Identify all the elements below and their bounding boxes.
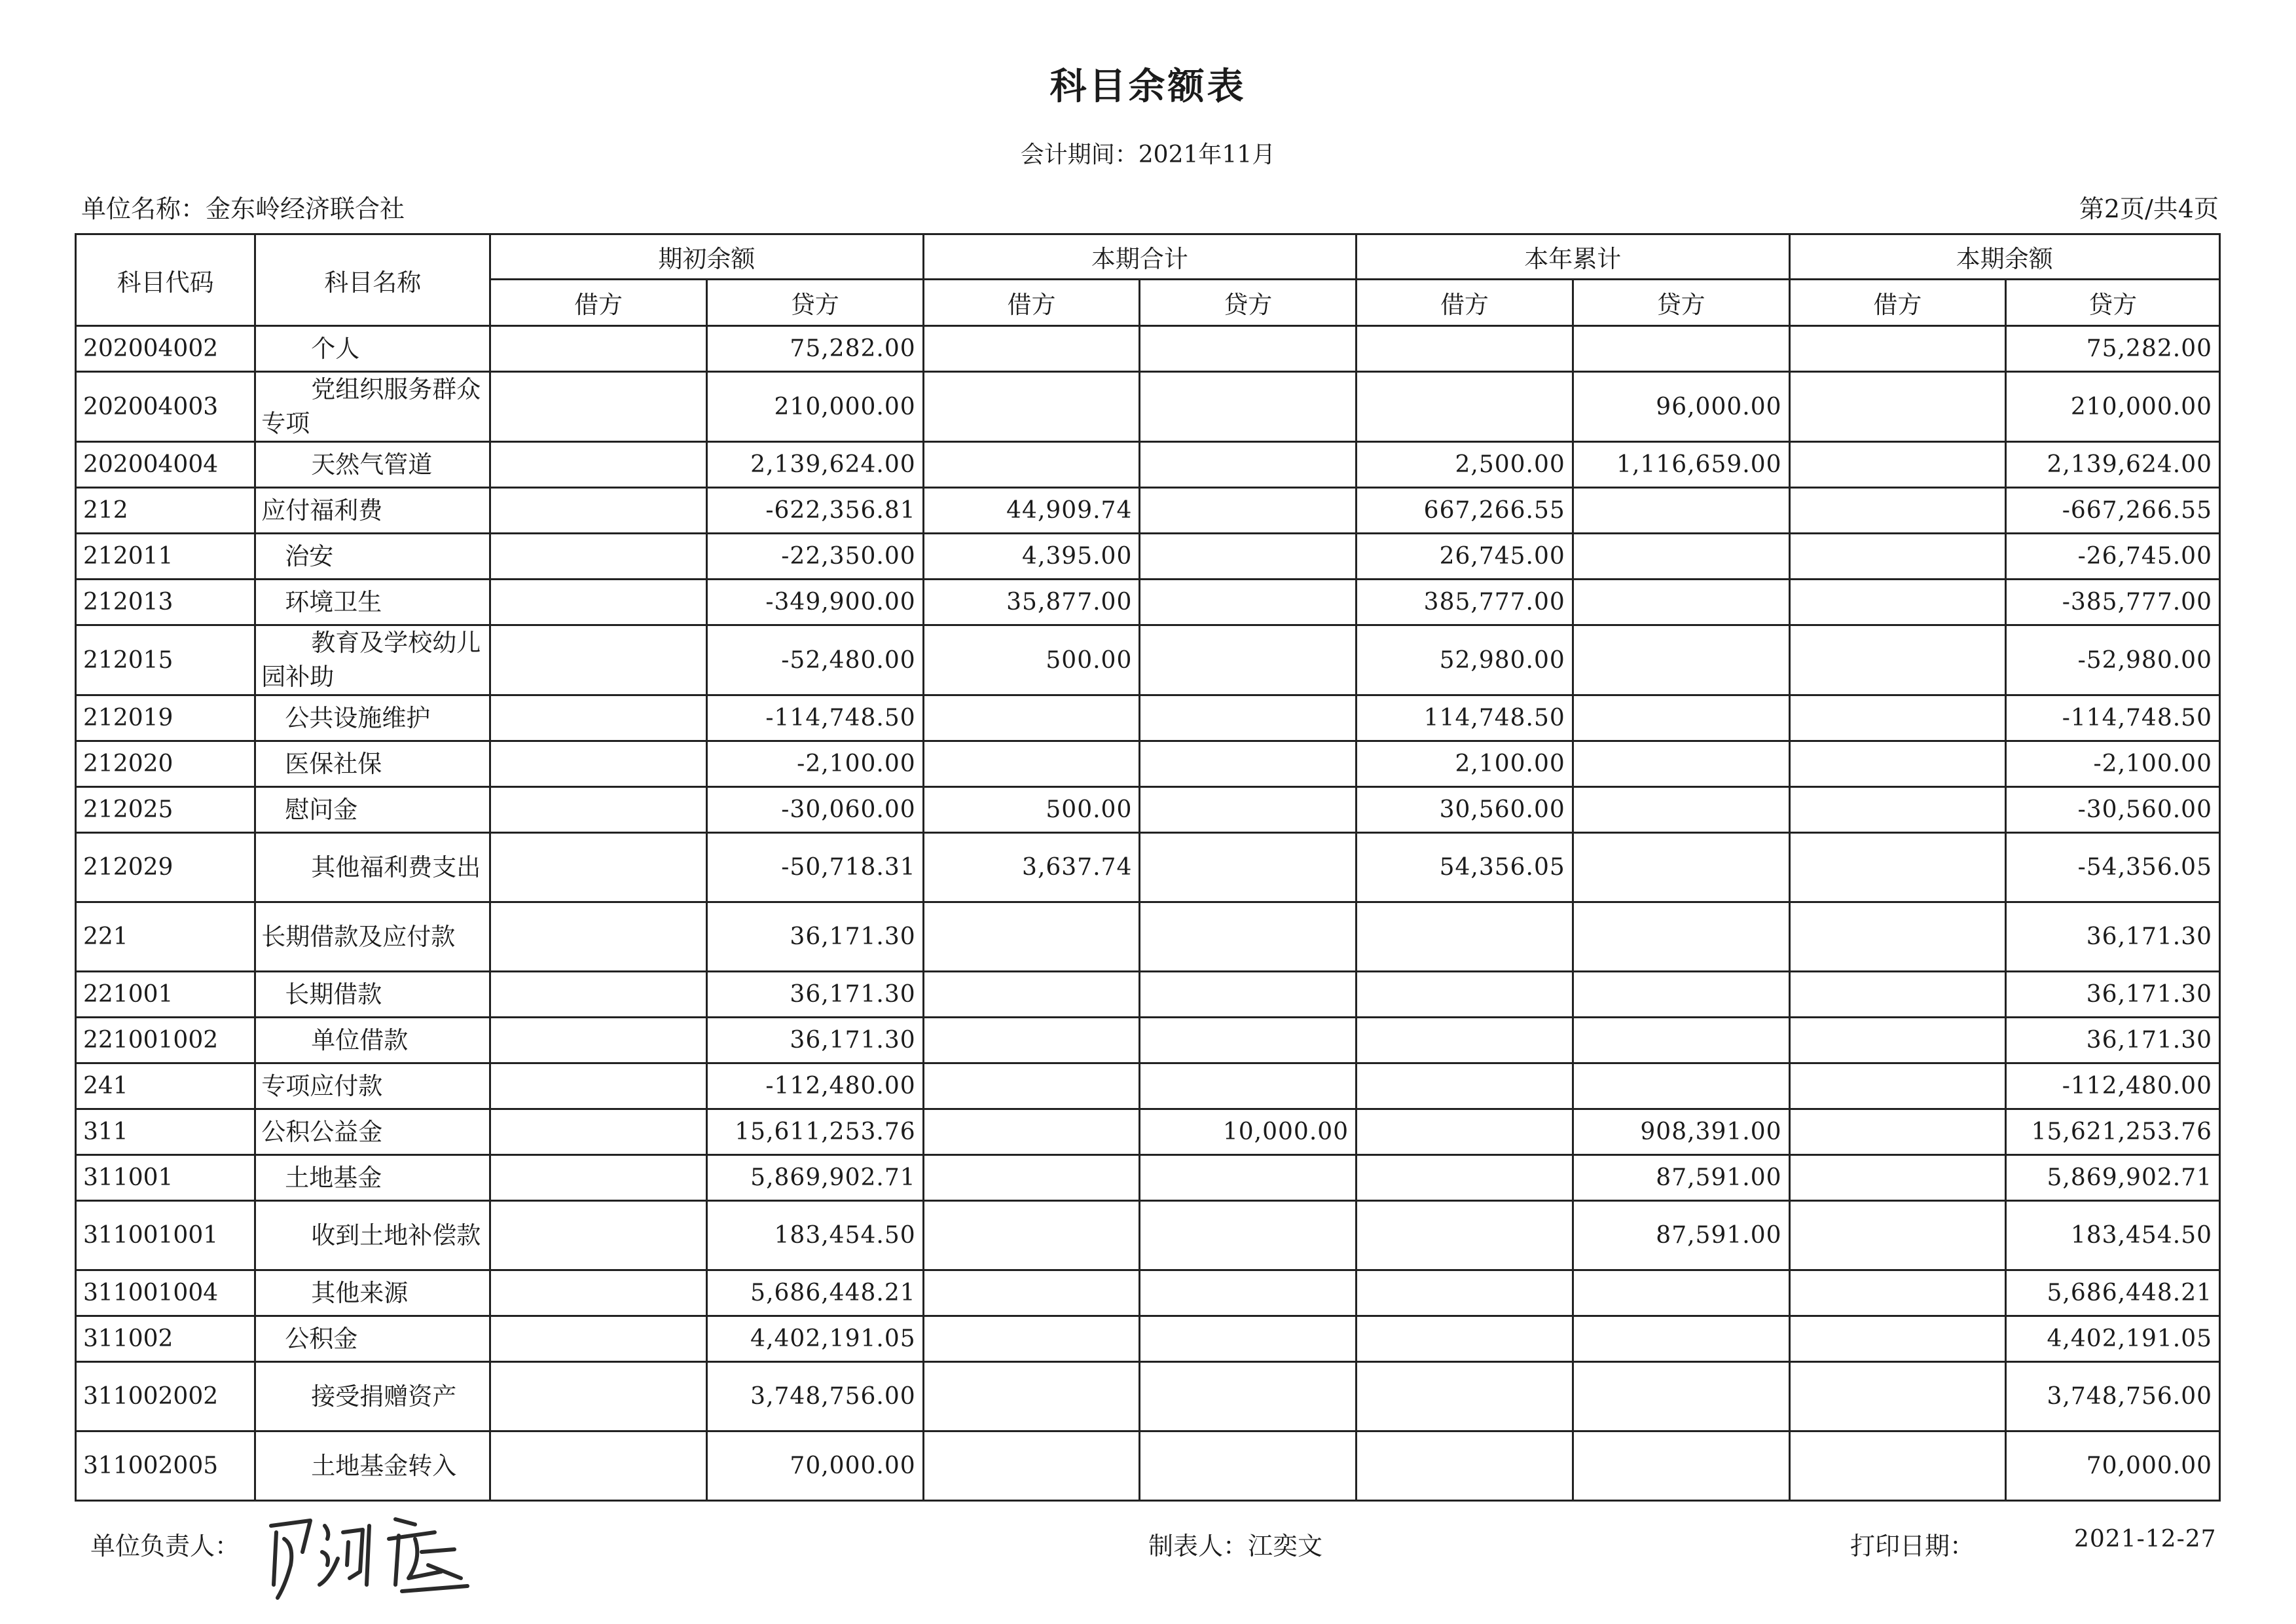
closing-credit: 183,454.50 bbox=[2006, 1201, 2220, 1270]
header-debit: 借方 bbox=[1789, 280, 2006, 326]
table-row bbox=[76, 1063, 2220, 1109]
ytd-credit: 96,000.00 bbox=[1573, 372, 1789, 442]
ytd-credit bbox=[1573, 972, 1789, 1018]
handwritten-signature bbox=[264, 1506, 481, 1604]
account-name: 其他福利费支出 bbox=[255, 833, 490, 902]
current-credit bbox=[1140, 741, 1357, 787]
table-row bbox=[76, 695, 2220, 741]
closing-debit bbox=[1789, 1018, 2006, 1063]
current-debit: 3,637.74 bbox=[923, 833, 1140, 902]
account-code: 212025 bbox=[76, 787, 255, 833]
opening-debit bbox=[490, 625, 707, 695]
table-row bbox=[76, 1270, 2220, 1316]
closing-credit: 75,282.00 bbox=[2006, 326, 2220, 372]
current-credit bbox=[1140, 902, 1357, 972]
account-code: 202004002 bbox=[76, 326, 255, 372]
opening-debit bbox=[490, 695, 707, 741]
opening-debit bbox=[490, 1362, 707, 1431]
ytd-credit bbox=[1573, 741, 1789, 787]
opening-credit: 36,171.30 bbox=[706, 1018, 923, 1063]
account-code: 212011 bbox=[76, 534, 255, 580]
closing-credit: 5,869,902.71 bbox=[2006, 1155, 2220, 1201]
table-row bbox=[76, 326, 2220, 372]
opening-credit: -622,356.81 bbox=[706, 488, 923, 534]
opening-credit: 75,282.00 bbox=[706, 326, 923, 372]
closing-debit bbox=[1789, 972, 2006, 1018]
account-name: 个人 bbox=[255, 326, 490, 372]
current-debit bbox=[923, 1155, 1140, 1201]
closing-credit: 4,402,191.05 bbox=[2006, 1316, 2220, 1362]
ytd-credit bbox=[1573, 1270, 1789, 1316]
current-debit: 500.00 bbox=[923, 625, 1140, 695]
table-row bbox=[76, 1109, 2220, 1155]
opening-credit: 70,000.00 bbox=[706, 1431, 923, 1501]
header-credit: 贷方 bbox=[1573, 280, 1789, 326]
opening-credit: -349,900.00 bbox=[706, 580, 923, 625]
current-credit bbox=[1140, 1316, 1357, 1362]
current-credit bbox=[1140, 1201, 1357, 1270]
account-code: 212 bbox=[76, 488, 255, 534]
opening-debit bbox=[490, 1155, 707, 1201]
ytd-debit bbox=[1357, 902, 1573, 972]
ytd-credit bbox=[1573, 1431, 1789, 1501]
account-name: 收到土地补偿款 bbox=[255, 1201, 490, 1270]
account-name: 应付福利费 bbox=[255, 488, 490, 534]
ytd-debit bbox=[1357, 1201, 1573, 1270]
table-row bbox=[76, 1155, 2220, 1201]
opening-credit: -50,718.31 bbox=[706, 833, 923, 902]
account-name: 医保社保 bbox=[255, 741, 490, 787]
account-name: 长期借款 bbox=[255, 972, 490, 1018]
opening-debit bbox=[490, 972, 707, 1018]
opening-credit: -2,100.00 bbox=[706, 741, 923, 787]
closing-debit bbox=[1789, 1063, 2006, 1109]
current-credit bbox=[1140, 1155, 1357, 1201]
ytd-debit: 52,980.00 bbox=[1357, 625, 1573, 695]
closing-debit bbox=[1789, 488, 2006, 534]
account-code: 212029 bbox=[76, 833, 255, 902]
opening-debit bbox=[490, 1316, 707, 1362]
ytd-debit bbox=[1357, 1270, 1573, 1316]
ytd-debit bbox=[1357, 1362, 1573, 1431]
closing-debit bbox=[1789, 833, 2006, 902]
current-credit bbox=[1140, 787, 1357, 833]
print-date: 2021-12-27 bbox=[2074, 1526, 2217, 1553]
current-debit bbox=[923, 1018, 1140, 1063]
ytd-debit: 2,100.00 bbox=[1357, 741, 1573, 787]
balance-table bbox=[75, 233, 2221, 1502]
table-row bbox=[76, 1431, 2220, 1501]
closing-debit bbox=[1789, 741, 2006, 787]
opening-credit: 3,748,756.00 bbox=[706, 1362, 923, 1431]
responsible-person-label: 单位负责人： bbox=[90, 1532, 240, 1560]
account-code: 241 bbox=[76, 1063, 255, 1109]
opening-debit bbox=[490, 534, 707, 580]
ytd-debit bbox=[1357, 1063, 1573, 1109]
opening-credit: -114,748.50 bbox=[706, 695, 923, 741]
closing-debit bbox=[1789, 1155, 2006, 1201]
closing-credit: 36,171.30 bbox=[2006, 1018, 2220, 1063]
closing-debit bbox=[1789, 1270, 2006, 1316]
ytd-credit bbox=[1573, 326, 1789, 372]
ytd-credit: 87,591.00 bbox=[1573, 1201, 1789, 1270]
account-code: 311002002 bbox=[76, 1362, 255, 1431]
ytd-credit bbox=[1573, 902, 1789, 972]
opening-debit bbox=[490, 787, 707, 833]
ytd-debit bbox=[1357, 1109, 1573, 1155]
ytd-credit bbox=[1573, 580, 1789, 625]
ytd-debit: 114,748.50 bbox=[1357, 695, 1573, 741]
table-row bbox=[76, 372, 2220, 442]
accounting-period: 会计期间：2021年11月 bbox=[1020, 141, 1276, 168]
current-credit bbox=[1140, 833, 1357, 902]
closing-debit bbox=[1789, 1109, 2006, 1155]
closing-credit: 3,748,756.00 bbox=[2006, 1362, 2220, 1431]
ytd-credit bbox=[1573, 534, 1789, 580]
header-ytd: 本年累计 bbox=[1357, 234, 1789, 280]
account-code: 311001 bbox=[76, 1155, 255, 1201]
ytd-debit: 26,745.00 bbox=[1357, 534, 1573, 580]
account-code: 311001004 bbox=[76, 1270, 255, 1316]
opening-debit bbox=[490, 372, 707, 442]
table-row bbox=[76, 902, 2220, 972]
current-credit bbox=[1140, 372, 1357, 442]
table-row bbox=[76, 580, 2220, 625]
closing-credit: 15,621,253.76 bbox=[2006, 1109, 2220, 1155]
current-credit bbox=[1140, 442, 1357, 488]
ytd-debit bbox=[1357, 1431, 1573, 1501]
current-credit bbox=[1140, 625, 1357, 695]
current-debit bbox=[923, 1316, 1140, 1362]
closing-credit: -385,777.00 bbox=[2006, 580, 2220, 625]
closing-credit: 36,171.30 bbox=[2006, 972, 2220, 1018]
account-code: 212015 bbox=[76, 625, 255, 695]
current-debit bbox=[923, 1201, 1140, 1270]
current-credit bbox=[1140, 1063, 1357, 1109]
current-debit: 500.00 bbox=[923, 787, 1140, 833]
current-debit: 4,395.00 bbox=[923, 534, 1140, 580]
closing-debit bbox=[1789, 1201, 2006, 1270]
current-credit bbox=[1140, 534, 1357, 580]
ytd-credit bbox=[1573, 488, 1789, 534]
current-debit: 44,909.74 bbox=[923, 488, 1140, 534]
ytd-credit: 908,391.00 bbox=[1573, 1109, 1789, 1155]
header-credit: 贷方 bbox=[706, 280, 923, 326]
account-name: 慰问金 bbox=[255, 787, 490, 833]
account-code: 311002 bbox=[76, 1316, 255, 1362]
current-debit bbox=[923, 372, 1140, 442]
ytd-debit bbox=[1357, 1018, 1573, 1063]
account-name: 治安 bbox=[255, 534, 490, 580]
opening-credit: -112,480.00 bbox=[706, 1063, 923, 1109]
ytd-credit: 87,591.00 bbox=[1573, 1155, 1789, 1201]
account-name: 教育及学校幼儿园补助 bbox=[255, 625, 490, 695]
account-name: 接受捐赠资产 bbox=[255, 1362, 490, 1431]
closing-credit: -114,748.50 bbox=[2006, 695, 2220, 741]
current-debit bbox=[923, 972, 1140, 1018]
header-debit: 借方 bbox=[923, 280, 1140, 326]
account-name: 党组织服务群众专项 bbox=[255, 372, 490, 442]
closing-debit bbox=[1789, 534, 2006, 580]
opening-debit bbox=[490, 1063, 707, 1109]
opening-credit: -52,480.00 bbox=[706, 625, 923, 695]
current-credit bbox=[1140, 1362, 1357, 1431]
opening-credit: 15,611,253.76 bbox=[706, 1109, 923, 1155]
table-row bbox=[76, 625, 2220, 695]
ytd-credit bbox=[1573, 695, 1789, 741]
table-row bbox=[76, 1201, 2220, 1270]
account-code: 212013 bbox=[76, 580, 255, 625]
closing-credit: -112,480.00 bbox=[2006, 1063, 2220, 1109]
current-debit bbox=[923, 442, 1140, 488]
table-row bbox=[76, 442, 2220, 488]
current-credit bbox=[1140, 972, 1357, 1018]
ytd-credit bbox=[1573, 1316, 1789, 1362]
ytd-debit: 667,266.55 bbox=[1357, 488, 1573, 534]
opening-credit: 36,171.30 bbox=[706, 972, 923, 1018]
current-credit bbox=[1140, 488, 1357, 534]
current-debit bbox=[923, 1109, 1140, 1155]
ytd-credit bbox=[1573, 1063, 1789, 1109]
closing-credit: -667,266.55 bbox=[2006, 488, 2220, 534]
closing-debit bbox=[1789, 787, 2006, 833]
closing-debit bbox=[1789, 902, 2006, 972]
account-name: 公积金 bbox=[255, 1316, 490, 1362]
closing-debit bbox=[1789, 372, 2006, 442]
account-name: 单位借款 bbox=[255, 1018, 490, 1063]
account-name: 天然气管道 bbox=[255, 442, 490, 488]
opening-debit bbox=[490, 488, 707, 534]
closing-credit: 210,000.00 bbox=[2006, 372, 2220, 442]
ytd-debit bbox=[1357, 1316, 1573, 1362]
account-code: 221001002 bbox=[76, 1018, 255, 1063]
opening-credit: 183,454.50 bbox=[706, 1201, 923, 1270]
current-debit: 35,877.00 bbox=[923, 580, 1140, 625]
header-credit: 贷方 bbox=[1140, 280, 1357, 326]
opening-debit bbox=[490, 833, 707, 902]
closing-debit bbox=[1789, 625, 2006, 695]
current-credit bbox=[1140, 580, 1357, 625]
table-row bbox=[76, 833, 2220, 902]
header-debit: 借方 bbox=[490, 280, 707, 326]
account-name: 公积公益金 bbox=[255, 1109, 490, 1155]
current-debit bbox=[923, 695, 1140, 741]
closing-debit bbox=[1789, 1316, 2006, 1362]
table-row bbox=[76, 534, 2220, 580]
current-debit bbox=[923, 902, 1140, 972]
preparer: 制表人：江奕文 bbox=[1148, 1532, 1323, 1560]
ytd-debit: 385,777.00 bbox=[1357, 580, 1573, 625]
table-row bbox=[76, 1316, 2220, 1362]
ytd-credit bbox=[1573, 833, 1789, 902]
header-name: 科目名称 bbox=[255, 234, 490, 326]
ytd-debit bbox=[1357, 326, 1573, 372]
current-credit: 10,000.00 bbox=[1140, 1109, 1357, 1155]
closing-credit: 2,139,624.00 bbox=[2006, 442, 2220, 488]
account-name: 专项应付款 bbox=[255, 1063, 490, 1109]
account-name: 土地基金转入 bbox=[255, 1431, 490, 1501]
current-debit bbox=[923, 1063, 1140, 1109]
current-debit bbox=[923, 741, 1140, 787]
opening-credit: -22,350.00 bbox=[706, 534, 923, 580]
closing-credit: 36,171.30 bbox=[2006, 902, 2220, 972]
closing-debit bbox=[1789, 1431, 2006, 1501]
ytd-credit bbox=[1573, 1018, 1789, 1063]
opening-credit: 4,402,191.05 bbox=[706, 1316, 923, 1362]
opening-debit bbox=[490, 442, 707, 488]
header-opening: 期初余额 bbox=[490, 234, 923, 280]
opening-credit: 210,000.00 bbox=[706, 372, 923, 442]
account-code: 311001001 bbox=[76, 1201, 255, 1270]
closing-debit bbox=[1789, 580, 2006, 625]
account-name: 环境卫生 bbox=[255, 580, 490, 625]
account-code: 311002005 bbox=[76, 1431, 255, 1501]
table-row bbox=[76, 488, 2220, 534]
closing-credit: -54,356.05 bbox=[2006, 833, 2220, 902]
closing-credit: 5,686,448.21 bbox=[2006, 1270, 2220, 1316]
ytd-debit: 54,356.05 bbox=[1357, 833, 1573, 902]
account-name: 土地基金 bbox=[255, 1155, 490, 1201]
current-credit bbox=[1140, 1018, 1357, 1063]
opening-debit bbox=[490, 902, 707, 972]
closing-credit: -26,745.00 bbox=[2006, 534, 2220, 580]
closing-credit: -52,980.00 bbox=[2006, 625, 2220, 695]
account-name: 其他来源 bbox=[255, 1270, 490, 1316]
current-credit bbox=[1140, 326, 1357, 372]
opening-credit: -30,060.00 bbox=[706, 787, 923, 833]
opening-debit bbox=[490, 326, 707, 372]
opening-debit bbox=[490, 1109, 707, 1155]
header-code: 科目代码 bbox=[76, 234, 255, 326]
closing-credit: 70,000.00 bbox=[2006, 1431, 2220, 1501]
ytd-debit bbox=[1357, 972, 1573, 1018]
account-code: 221 bbox=[76, 902, 255, 972]
current-credit bbox=[1140, 1431, 1357, 1501]
closing-debit bbox=[1789, 442, 2006, 488]
account-name: 长期借款及应付款 bbox=[255, 902, 490, 972]
closing-debit bbox=[1789, 326, 2006, 372]
opening-debit bbox=[490, 580, 707, 625]
ytd-credit bbox=[1573, 625, 1789, 695]
ytd-credit: 1,116,659.00 bbox=[1573, 442, 1789, 488]
opening-debit bbox=[490, 1431, 707, 1501]
header-credit: 贷方 bbox=[2006, 280, 2220, 326]
ytd-debit bbox=[1357, 372, 1573, 442]
opening-debit bbox=[490, 1018, 707, 1063]
print-date-label: 打印日期： bbox=[1850, 1532, 1975, 1560]
opening-credit: 36,171.30 bbox=[706, 902, 923, 972]
account-code: 221001 bbox=[76, 972, 255, 1018]
account-code: 212019 bbox=[76, 695, 255, 741]
ytd-credit bbox=[1573, 1362, 1789, 1431]
table-row bbox=[76, 787, 2220, 833]
page-number: 第2页/共4页 bbox=[2079, 194, 2219, 223]
table-row bbox=[76, 1362, 2220, 1431]
header-closing: 本期余额 bbox=[1789, 234, 2219, 280]
table-row bbox=[76, 741, 2220, 787]
ytd-debit: 30,560.00 bbox=[1357, 787, 1573, 833]
closing-debit bbox=[1789, 1362, 2006, 1431]
unit-name: 单位名称：金东岭经济联合社 bbox=[81, 194, 405, 223]
opening-debit bbox=[490, 741, 707, 787]
current-credit bbox=[1140, 1270, 1357, 1316]
opening-credit: 5,869,902.71 bbox=[706, 1155, 923, 1201]
closing-credit: -2,100.00 bbox=[2006, 741, 2220, 787]
current-debit bbox=[923, 1431, 1140, 1501]
account-code: 311 bbox=[76, 1109, 255, 1155]
closing-debit bbox=[1789, 695, 2006, 741]
opening-credit: 2,139,624.00 bbox=[706, 442, 923, 488]
header-current: 本期合计 bbox=[923, 234, 1356, 280]
table-row bbox=[76, 972, 2220, 1018]
table-row bbox=[76, 1018, 2220, 1063]
opening-credit: 5,686,448.21 bbox=[706, 1270, 923, 1316]
current-debit bbox=[923, 326, 1140, 372]
ytd-credit bbox=[1573, 787, 1789, 833]
account-code: 212020 bbox=[76, 741, 255, 787]
account-code: 202004003 bbox=[76, 372, 255, 442]
ytd-debit bbox=[1357, 1155, 1573, 1201]
report-title: 科目余额表 bbox=[1049, 65, 1247, 108]
closing-credit: -30,560.00 bbox=[2006, 787, 2220, 833]
current-debit bbox=[923, 1362, 1140, 1431]
ytd-debit: 2,500.00 bbox=[1357, 442, 1573, 488]
account-code: 202004004 bbox=[76, 442, 255, 488]
opening-debit bbox=[490, 1270, 707, 1316]
current-credit bbox=[1140, 695, 1357, 741]
header-debit: 借方 bbox=[1357, 280, 1573, 326]
opening-debit bbox=[490, 1201, 707, 1270]
current-debit bbox=[923, 1270, 1140, 1316]
account-name: 公共设施维护 bbox=[255, 695, 490, 741]
